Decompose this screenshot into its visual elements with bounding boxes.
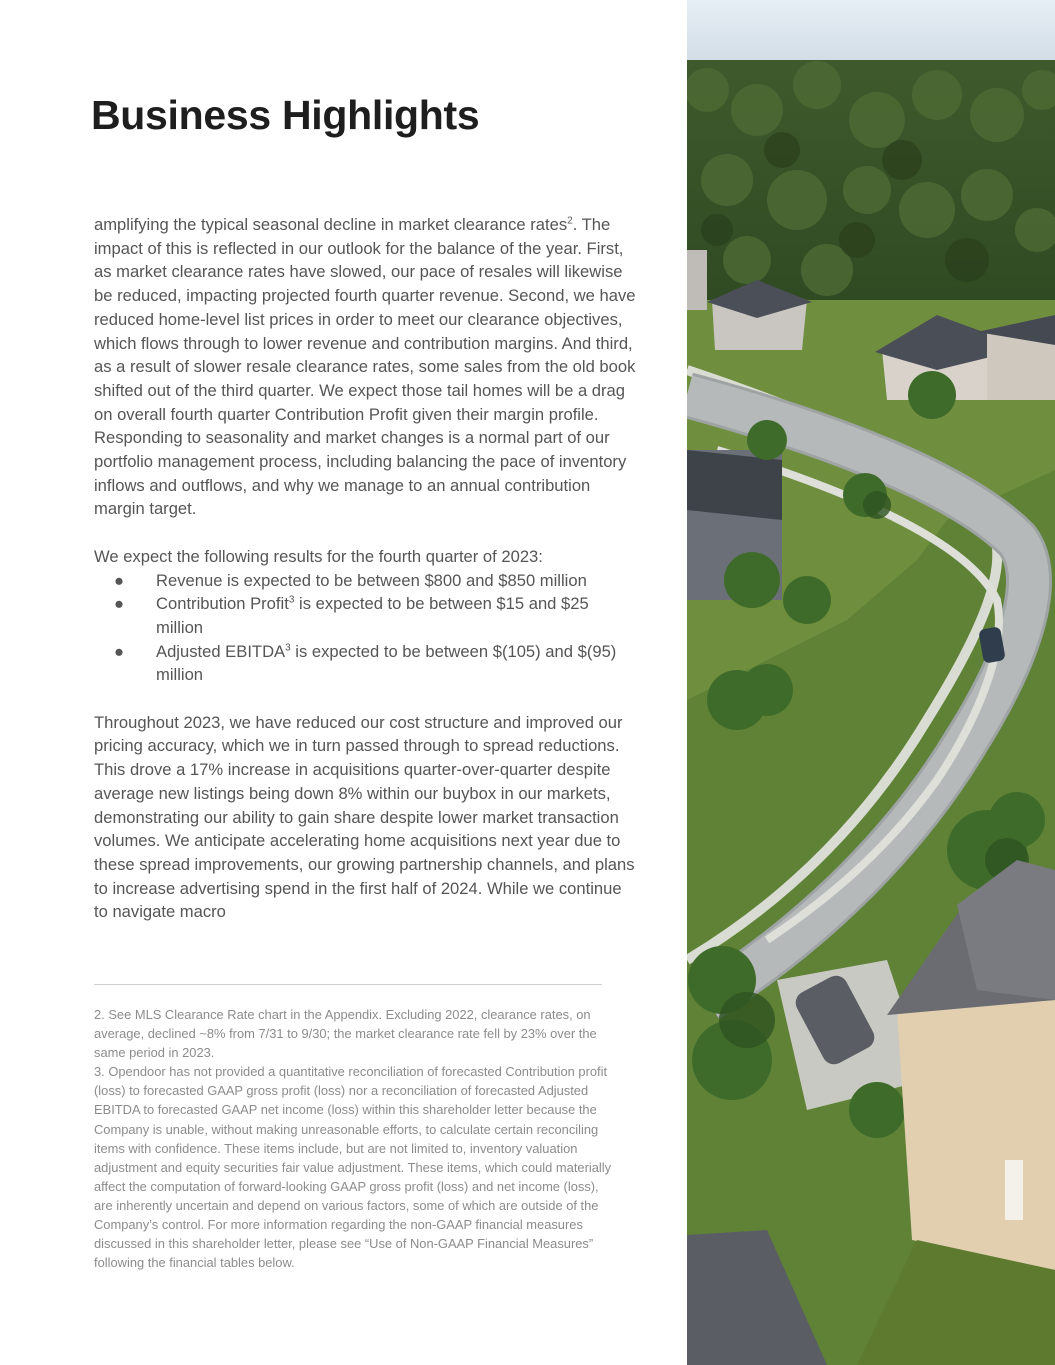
page-title: Business Highlights	[91, 92, 480, 138]
paragraph-outlook-intro: We expect the following results for the fourth quarter of 2023:	[94, 546, 543, 566]
list-item: ● Adjusted EBITDA$^3$ is expected to be between $(105) and $(95) million	[114, 641, 617, 685]
body-content	[94, 213, 639, 924]
footnotes	[94, 1005, 614, 1272]
footnote-ref-2: 2	[567, 215, 573, 227]
footnote-ref-3: 3	[285, 642, 291, 654]
footnote-divider	[94, 984, 602, 985]
list-item: ● Contribution Profit$^3$ is expected to be between $15 and $25 million	[114, 594, 589, 637]
footnote-3: 3. Opendoor has not provided a quantitative reconciliation of forecasted Contribution profit (loss) to forecasted GAAP gross profit (loss) nor a reconciliation of forecasted Adjusted EBITDA to forecasted GAAP net income (loss) within this shareholder letter because the Company is unable, without making unreasonable efforts, to calculate certain reconciling items with confidence. These items include, but are not limited to, inventory valuation adjustment and equity securities fair value adjustment. These items, which could materially affect the computation of forward-looking GAAP gross profit (loss) and net income (loss), are inherently uncertain and depend on various factors, some of which are outside of the Company’s control. For more information regarding the non-GAAP financial measures discussed in this shareholder letter, please see “Use of Non-GAAP Financial Measures” following the financial tables below.	[94, 1064, 612, 1271]
outlook-list	[94, 569, 639, 688]
bullet-icon: ●	[114, 641, 125, 661]
footnote-ref-3: 3	[288, 594, 295, 606]
neighborhood-aerial-photo	[687, 0, 1055, 1365]
footnote-2: 2. See MLS Clearance Rate chart in the Appendix. Excluding 2022, clearance rates, on average, declined ~8% from 7/31 to 9/30; the market clearance rate fell by 23% over the same period in 2023.	[94, 1007, 597, 1061]
bullet-icon: ●	[114, 570, 125, 590]
list-item: ● Revenue is expected to be between $800 and $850 million	[94, 569, 639, 593]
bullet-icon: ●	[114, 594, 125, 614]
paragraph-cost-structure: Throughout 2023, we have reduced our cost structure and improved our pricing accuracy, which we in turn passed through to spread reductions. This drove a 17% increase in acquisitions quarter-over-quarter despite average new listings being down 8% within our buybox in our markets, demonstrating our ability to gain share despite lower market transaction volumes. We anticipate accelerating home acquisitions next year due to these spread improvements, our growing partnership channels, and plans to increase advertising spend in the first half of 2024. While we continue to navigate macro	[94, 712, 635, 922]
paragraph-seasonality: amplifying the typical seasonal decline in market clearance rates$^2$. The impact of this is reflected in our outlook for the balance of the year. First, as market clearance rates have slowed, our pace of resales will likewise be reduced, impacting projected fourth quarter revenue. Second, we have reduced home-level list prices in order to meet our clearance objectives, which flows through to lower revenue and contribution margins. And third, as a result of slower resale clearance rates, some sales from the old book shifted out of the third quarter. We expect those tail homes will be a drag on overall fourth quarter Contribution Profit given their margin profile. Responding to seasonality and market changes is a normal part of our portfolio management process, including balancing the pace of inventory inflows and outflows, and why we manage to an annual contribution margin target.	[94, 215, 636, 519]
